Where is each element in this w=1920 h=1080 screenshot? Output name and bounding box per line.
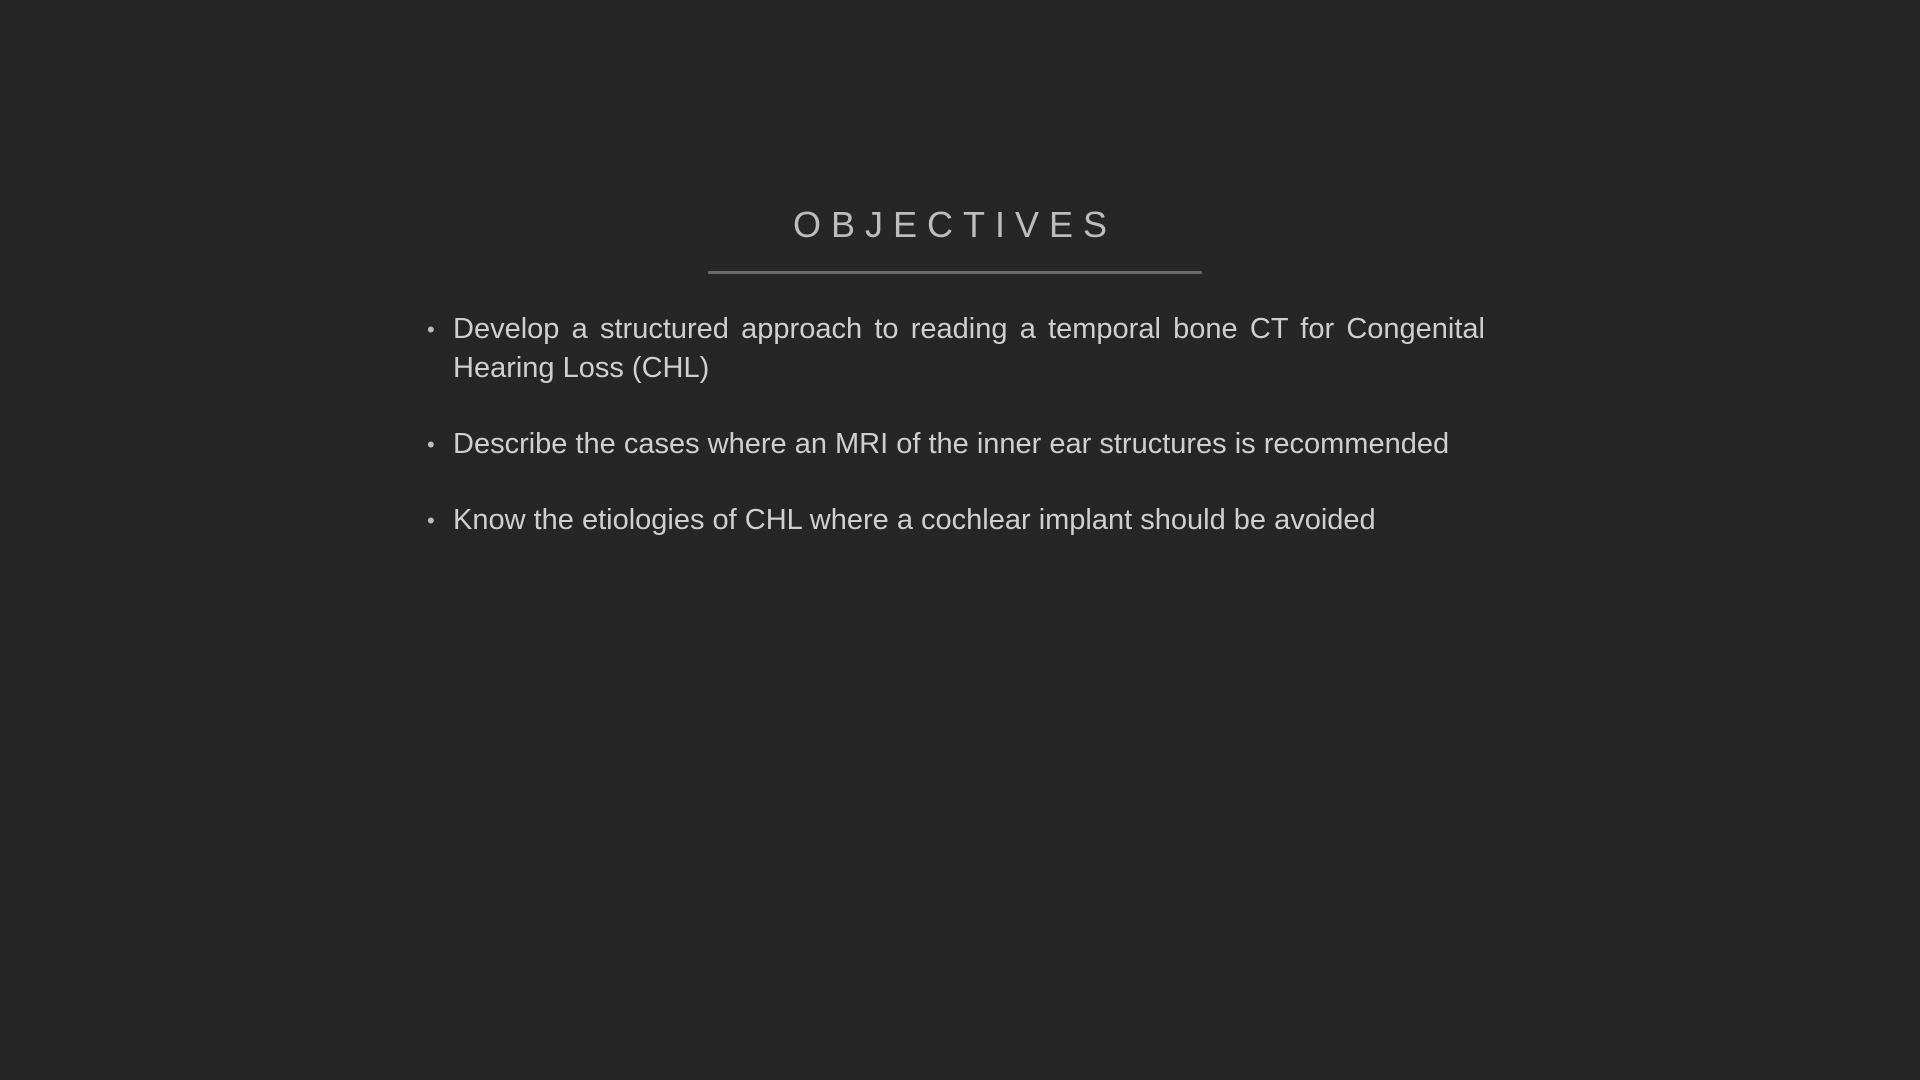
slide-title: OBJECTIVES (792, 204, 1118, 245)
title-underline (708, 271, 1202, 274)
bullet-icon: • (427, 317, 435, 342)
list-item (425, 501, 1485, 540)
bullet-text: Know the etiologies of CHL where a cochlear implant should be avoided (453, 504, 1376, 536)
bullet-text: Describe the cases where an MRI of the inner ear structures is recommended (453, 428, 1450, 460)
bullet-icon: • (427, 432, 435, 457)
list-item (425, 310, 1485, 388)
objectives-list (425, 310, 1485, 577)
bullet-icon: • (427, 508, 435, 533)
list-item (425, 425, 1485, 464)
bullet-text: Develop a structured approach to reading a temporal bone CT for Congenital Hearing Loss (CHL) (453, 313, 1485, 384)
